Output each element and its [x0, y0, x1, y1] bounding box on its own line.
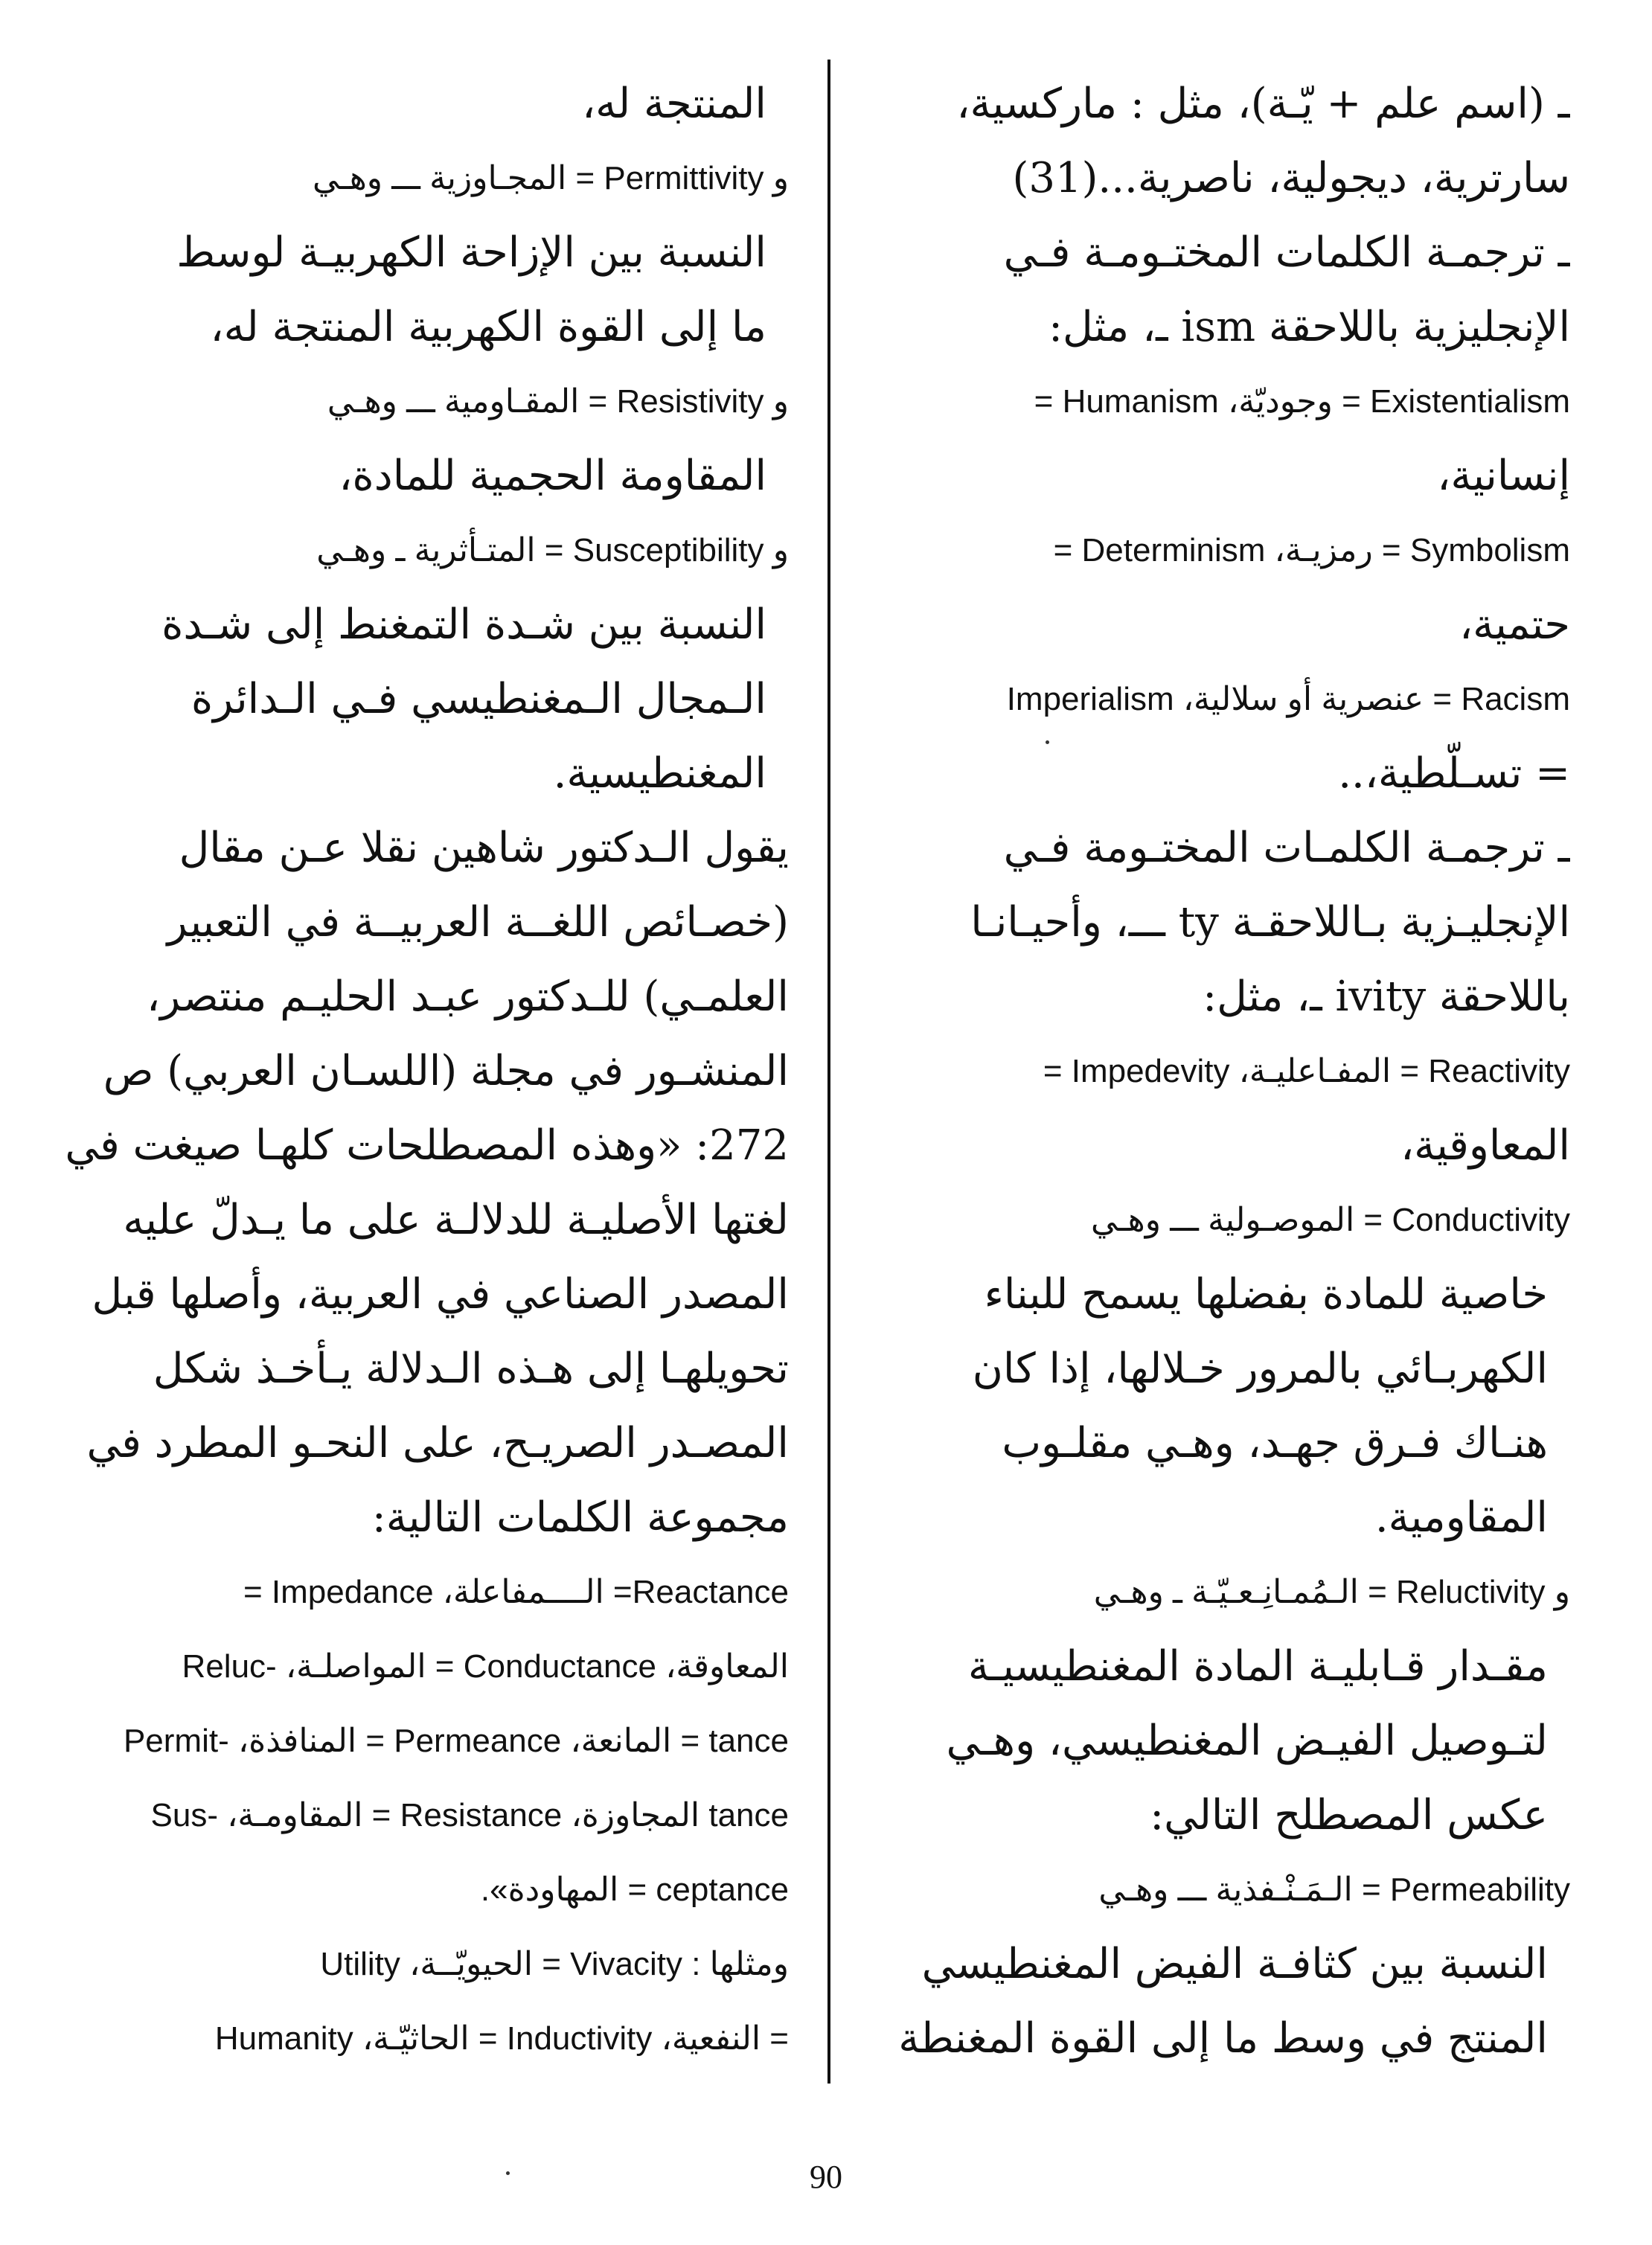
text-line: الكهربـائي بالمرور خـلالها، إذا كان [972, 1345, 1548, 1393]
text-line: المنتج في وسط ما إلى القوة المغنطة [898, 2014, 1548, 2063]
text-line: سارترية، ديجولية، ناصرية...(31) [1012, 154, 1570, 202]
text-line: tance = المانعة، Permeance = المنافذة، -Permit [123, 1723, 789, 1759]
text-line: و Susceptibility = المتـأثرية ـ وهـي [316, 532, 789, 569]
text-line: تحويلهـا إلى هـذه الـدلالة يـأخـذ شكل [153, 1345, 789, 1393]
text-line: هنـاك فـرق جهـد، وهـي مقلـوب [1002, 1419, 1548, 1467]
scan-speck [506, 2171, 510, 2175]
text-line: المنشـور في مجلة (اللسـان العربي) ص [103, 1047, 789, 1095]
right-text-column [856, 67, 1570, 2076]
text-line: باللاحقة ivity ـ، مثل: [1203, 973, 1570, 1021]
text-line: Conductivity = الموصـولية ـــ وهـي [1090, 1202, 1570, 1238]
text-line: النسبة بين كثافـة الفيض المغنطيسي [921, 1940, 1548, 1988]
text-line: = النفعية، Inductivity = الحاثيّـة، Humanity [214, 2020, 789, 2057]
text-line: عكس المصطلح التالي: [1150, 1791, 1548, 1839]
text-line: Existentialism = وجوديّة، Humanism = [1034, 383, 1570, 420]
text-line: Symbolism = رمزيـة، Determinism = [1053, 532, 1570, 569]
text-line: إنسانية، [1437, 452, 1570, 500]
text-line: لغتها الأصليـة للدلالـة على ما يـدلّ عليه [123, 1196, 789, 1244]
text-line: Permeability = الـمَـنْـفذية ـــ وهـي [1098, 1871, 1570, 1908]
text-line: لتـوصيل الفيـض المغنطيسي، وهـي [946, 1717, 1548, 1765]
text-line: 272: «وهذه المصطلحات كلهـا صيغت في [65, 1121, 789, 1170]
text-line: ـ (اسم علم + يّـة)، مثل : ماركسية، [956, 80, 1570, 128]
text-line: المنتجة له، [582, 80, 766, 128]
text-line: ومثلها : Vivacity = الحيويّــة، Utility [320, 1946, 789, 1982]
text-line: و Resistivity = المقـاومية ـــ وهـي [327, 383, 789, 420]
text-line: الإنجليـزية بـاللاحقـة ty ـــ، وأحيـانـا [970, 898, 1570, 947]
text-line: الإنجليزية باللاحقة ism ـ، مثل: [1048, 303, 1570, 351]
text-line: الـمجال الـمغنطيسي فـي الـدائرة [191, 675, 766, 723]
text-line: Reactivity = المفـاعليـة، Impedevity = [1043, 1053, 1570, 1089]
scan-speck [1046, 740, 1049, 744]
page-number: 90 [810, 2159, 842, 2195]
column-divider [827, 60, 830, 2084]
text-line: خاصية للمادة بفضلها يسمح للبناء [984, 1270, 1548, 1319]
text-line: tance المجاوزة، Resistance = المقاومـة، -Sus [150, 1797, 789, 1834]
text-line: ما إلى القوة الكهربية المنتجة له، [210, 303, 766, 351]
text-line: ceptance = المهاودة». [480, 1871, 789, 1908]
text-line: المغنطيسية. [553, 749, 766, 798]
text-line: المعاوقية، [1400, 1121, 1570, 1170]
text-line: Reactance= الــــمفاعلة، Impedance = [243, 1574, 789, 1610]
text-line: حتمية، [1459, 601, 1570, 649]
text-line: مقـدار قـابليـة المادة المغنطيسيـة [967, 1642, 1548, 1691]
text-line: المقاومة الحجمية للمادة، [339, 452, 766, 500]
text-line: العلمـي) للـدكتور عبـد الحليـم منتصر، [147, 973, 789, 1021]
text-line: ـ ترجمـة الكلمات المختـومـة فـي [1003, 228, 1570, 277]
text-line: المقاومية. [1374, 1493, 1548, 1542]
text-line: يقول الـدكتور شاهين نقلا عـن مقال [179, 824, 789, 872]
text-line: و Reluctivity = الـمُمـانِـعـيّـة ـ وهـي [1093, 1574, 1570, 1610]
text-line: المعاوقة، Conductance = المواصلـة، -Reluc [182, 1648, 789, 1685]
text-line: مجموعة الكلمات التالية: [371, 1493, 789, 1542]
text-line: و Permittivity = المجـاوزية ـــ وهـي [313, 160, 789, 196]
text-line: المصـدر الصريـح، على النحـو المطرد في [86, 1419, 789, 1467]
text-line: (خصـائص اللغــة العربيــة في التعبير [167, 898, 789, 947]
text-line: المصدر الصناعي في العربية، وأصلها قبل [92, 1270, 789, 1319]
text-line: النسبة بين شـدة التمغنط إلى شـدة [161, 601, 766, 649]
text-line: النسبة بين الإزاحة الكهربيـة لوسط [176, 228, 766, 277]
left-text-column [37, 67, 789, 2076]
text-line: = تسـلّطية،.. [1338, 749, 1570, 798]
text-line: ـ ترجمـة الكلمـات المختـومة فـي [1003, 824, 1570, 872]
text-line: Racism = عنصرية أو سلالية، Imperialism [1006, 681, 1570, 717]
